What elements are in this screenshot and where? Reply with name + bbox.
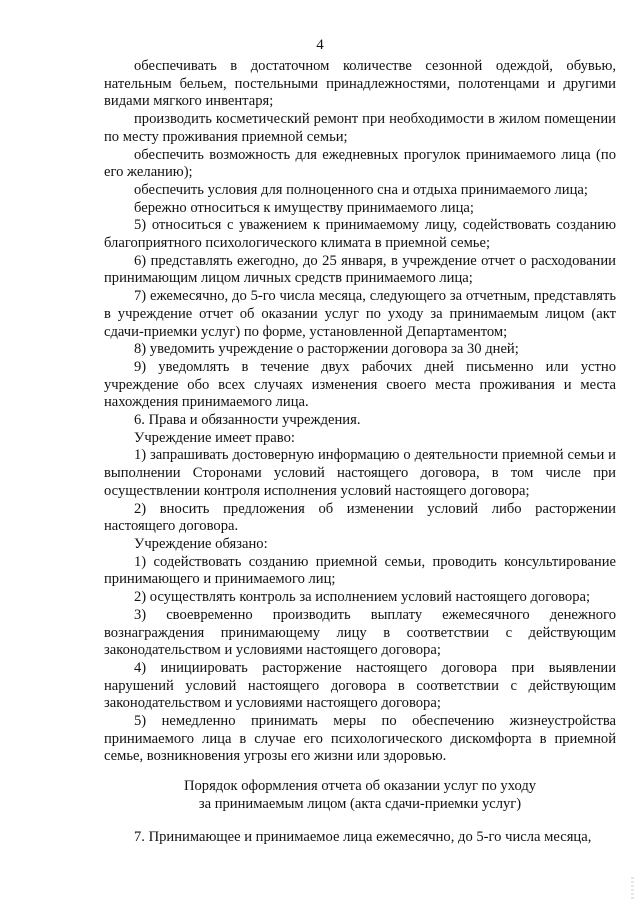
scan-artifact bbox=[631, 877, 634, 899]
section-heading-line-1: Порядок оформления отчета об оказании услуг по уходу bbox=[183, 778, 537, 795]
paragraph: 8) уведомить учреждение о расторжении договора за 30 дней; bbox=[134, 341, 519, 358]
paragraph: 7. Принимающее и принимаемое лица ежемесячно, до 5-го числа месяца, bbox=[134, 828, 592, 845]
paragraph: 9) уведомлять в течение двух рабочих дней письменно или устно учреждение обо всех случаях изменения своего места проживания и места нахождения принимаемого лица. bbox=[104, 358, 616, 411]
paragraph: 3) своевременно производить выплату ежемесячного денежного вознаграждения принимающему лицу в соответствии с действующим законодательством и условиями настоящего договора; bbox=[104, 606, 616, 659]
section-heading bbox=[104, 778, 616, 813]
paragraph: бережно относиться к имуществу принимаемого лица; bbox=[134, 199, 474, 216]
page-number: 4 bbox=[316, 37, 324, 53]
document-body bbox=[104, 58, 616, 846]
paragraph: 1) запрашивать достоверную информацию о деятельности приемной семьи и выполнении Сторонами условий настоящего договора, в том числе при осуществлении контроля исполнения условий настоящего договора; bbox=[104, 447, 616, 499]
paragraph: 5) относиться с уважением к принимаемому лицу, содействовать созданию благоприятного психологического климата в приемной семье; bbox=[104, 217, 616, 252]
paragraph: 1) содействовать созданию приемной семьи, проводить консультирование принимающего и принимаемого лиц; bbox=[104, 553, 616, 588]
paragraph: Учреждение имеет право: bbox=[134, 429, 295, 446]
paragraph: производить косметический ремонт при необходимости в жилом помещении по месту проживания приемной семьи; bbox=[104, 111, 616, 145]
paragraph: 5) немедленно принимать меры по обеспечению жизнеустройства принимаемого лица в случае его психологического дискомфорта в приемной семье, возникновения угрозы его жизни или здоровью. bbox=[104, 713, 616, 765]
paragraph: Учреждение обязано: bbox=[134, 535, 268, 552]
paragraph: 4) инициировать расторжение настоящего договора при выявлении нарушений условий настоящего договора в соответствии с действующим законодательством и условиями настоящего договора; bbox=[104, 659, 616, 712]
paragraph: 2) вносить предложения об изменении условий либо расторжении настоящего договора. bbox=[104, 500, 616, 535]
paragraph: 2) осуществлять контроль за исполнением условий настоящего договора; bbox=[134, 589, 591, 606]
paragraph: 7) ежемесячно, до 5-го числа месяца, следующего за отчетным, представлять в учреждение отчет об оказании услуг по уходу за принимаемым лицом (акт сдачи-приемки услуг) по форме, установленной Департаментом; bbox=[104, 288, 616, 340]
paragraph: обеспечить условия для полноценного сна и отдыха принимаемого лица; bbox=[134, 181, 588, 198]
section-heading-line-2: за принимаемым лицом (акта сдачи-приемки услуг) bbox=[198, 795, 522, 812]
paragraph: обеспечивать в достаточном количестве сезонной одеждой, обувью, нательным бельем, постельными принадлежностями, полотенцами и другими видами мягкого инвентаря; bbox=[104, 58, 616, 110]
section-title: 6. Права и обязанности учреждения. bbox=[134, 412, 361, 429]
paragraph: 6) представлять ежегодно, до 25 января, в учреждение отчет о расходовании принимающим лицом личных средств принимаемого лица; bbox=[104, 252, 616, 287]
paragraph: обеспечить возможность для ежедневных прогулок принимаемого лица (по его желанию); bbox=[104, 146, 616, 181]
